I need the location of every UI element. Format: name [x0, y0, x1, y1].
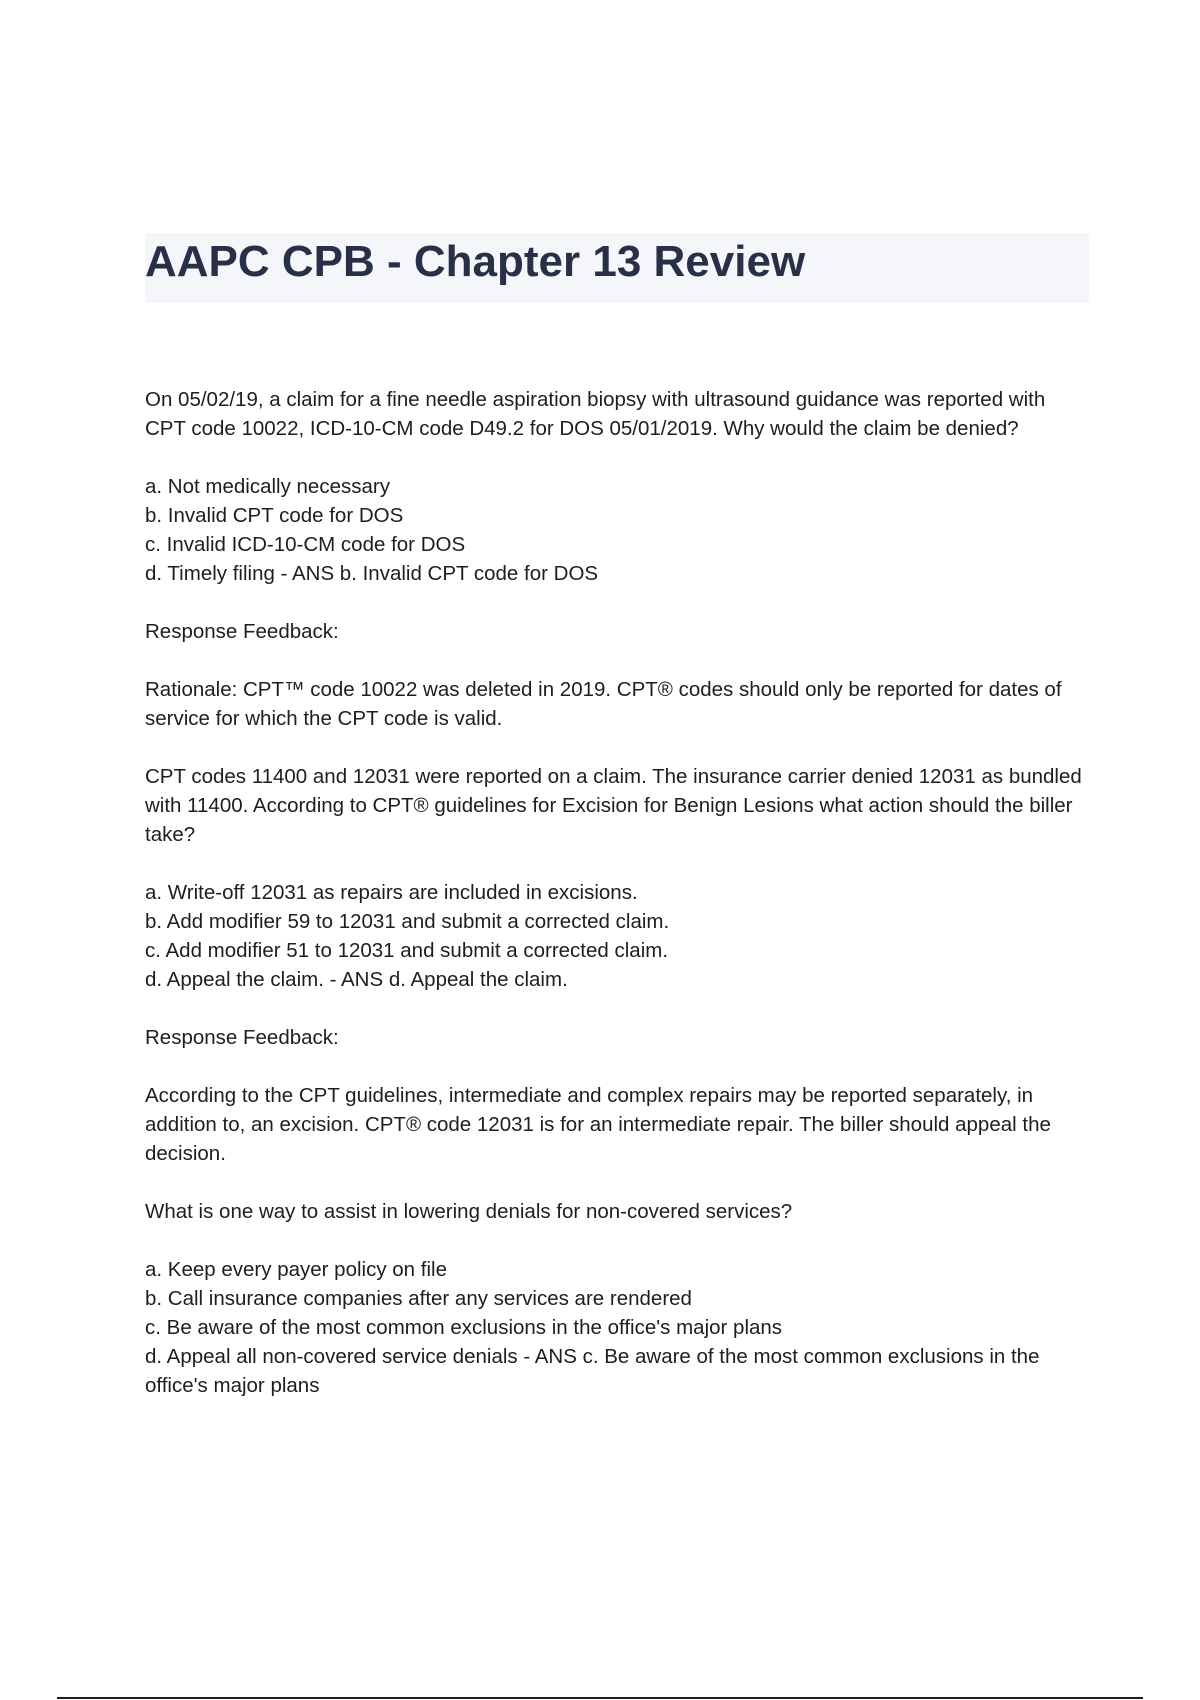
answer-option: a. Write-off 12031 as repairs are included in excisions. — [145, 881, 638, 904]
answer-option: b. Call insurance companies after any services are rendered — [145, 1287, 692, 1310]
answer-option: d. Appeal all non-covered service denials - ANS c. Be aware of the most common exclusions in the office's major plans — [145, 1345, 1040, 1397]
question-text: On 05/02/19, a claim for a fine needle aspiration biopsy with ultrasound guidance was reported with CPT code 10022, ICD-10-CM code D49.2 for DOS 05/01/2019. Why would the claim be denied? — [145, 388, 1046, 440]
feedback-label: Response Feedback: — [145, 1026, 339, 1049]
answer-option: a. Not medically necessary — [145, 475, 390, 498]
document-title: AAPC CPB - Chapter 13 Review — [145, 237, 806, 286]
question-text: What is one way to assist in lowering denials for non-covered services? — [145, 1200, 793, 1223]
answer-option: d. Timely filing - ANS b. Invalid CPT code for DOS — [145, 562, 599, 585]
footer-rule — [57, 1697, 1143, 1699]
answer-option: b. Invalid CPT code for DOS — [145, 504, 404, 527]
feedback-label: Response Feedback: — [145, 620, 339, 643]
answer-options — [145, 472, 1090, 588]
answer-options — [145, 878, 1090, 994]
answer-option: c. Invalid ICD-10-CM code for DOS — [145, 533, 466, 556]
answer-option: b. Add modifier 59 to 12031 and submit a corrected claim. — [145, 910, 670, 933]
answer-option: d. Appeal the claim. - ANS d. Appeal the claim. — [145, 968, 568, 991]
feedback-text: According to the CPT guidelines, intermediate and complex repairs may be reported separately, in addition to, an excision. CPT® code 12031 is for an intermediate repair. The biller should appeal the decision. — [145, 1084, 1051, 1165]
document-body — [145, 385, 1090, 1429]
answer-option: c. Be aware of the most common exclusions in the office's major plans — [145, 1316, 783, 1339]
question-text: CPT codes 11400 and 12031 were reported on a claim. The insurance carrier denied 12031 as bundled with 11400. According to CPT® guidelines for Excision for Benign Lesions what action should the biller take? — [145, 765, 1082, 846]
answer-options — [145, 1255, 1090, 1400]
answer-option: a. Keep every payer policy on file — [145, 1258, 447, 1281]
feedback-text: Rationale: CPT™ code 10022 was deleted in 2019. CPT® codes should only be reported for dates of service for which the CPT code is valid. — [145, 678, 1062, 730]
answer-option: c. Add modifier 51 to 12031 and submit a corrected claim. — [145, 939, 669, 962]
